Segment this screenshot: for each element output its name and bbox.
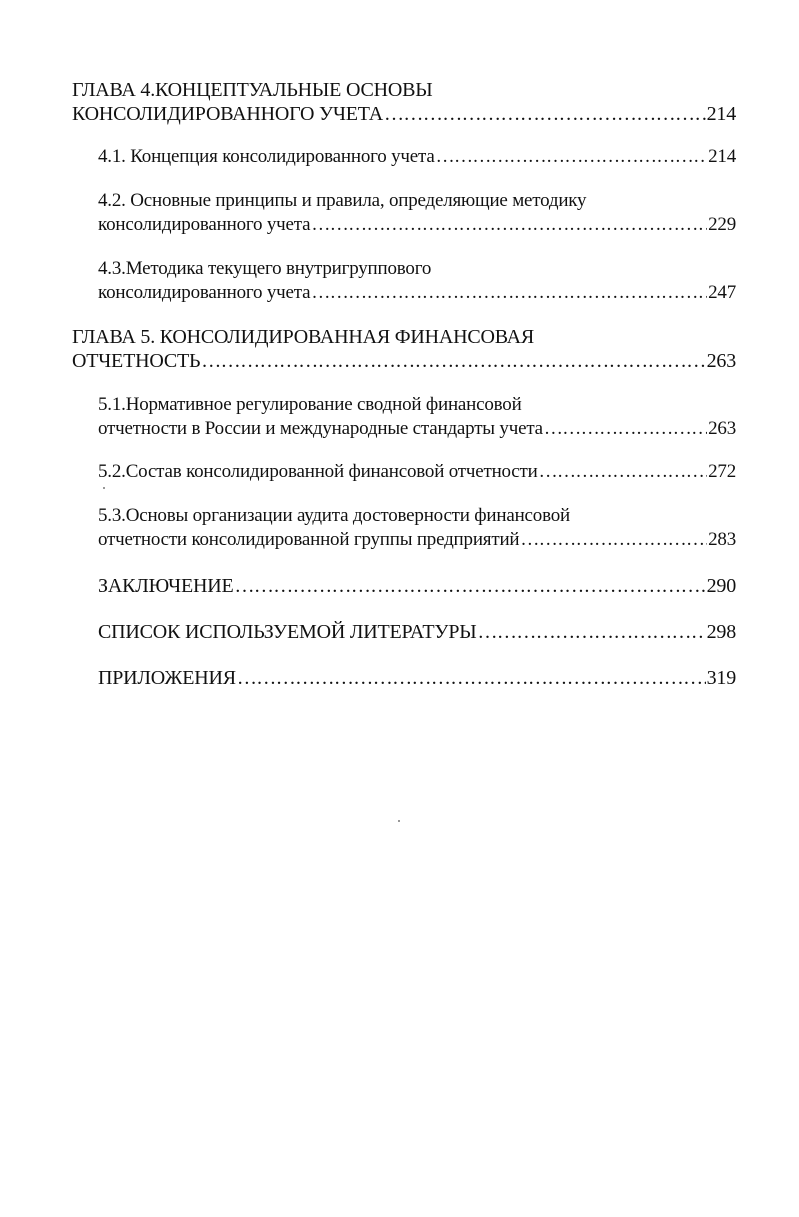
toc-section-title: 4.3.Методика текущего внутригруппового — [98, 258, 432, 279]
toc-page-number: 247 — [708, 282, 736, 303]
toc-page-number: 214 — [708, 146, 736, 167]
toc-line — [72, 78, 736, 102]
toc-line — [98, 257, 736, 281]
table-of-contents — [72, 78, 736, 690]
toc-line — [98, 189, 736, 213]
toc-section-title: 5.2.Состав консолидированной финансовой отчетности — [98, 461, 538, 482]
toc-line — [98, 393, 736, 417]
toc-chapter-title: ГЛАВА 4.КОНЦЕПТУАЛЬНЫЕ ОСНОВЫ — [72, 79, 433, 101]
toc-line — [72, 102, 736, 126]
toc-line — [98, 574, 736, 598]
dot-leader — [478, 620, 706, 644]
toc-entry-appendices[interactable] — [98, 666, 736, 690]
toc-back-title: ЗАКЛЮЧЕНИЕ — [98, 575, 234, 597]
toc-page-number: 263 — [706, 350, 736, 372]
toc-section-title-cont: консолидированного учета — [98, 282, 311, 303]
scan-speck — [103, 487, 105, 489]
dot-leader — [201, 349, 705, 373]
toc-section-title-cont: отчетности в России и международные стандарты учета — [98, 418, 543, 439]
scan-speck — [398, 820, 400, 822]
dot-leader — [539, 460, 707, 484]
toc-page-number: 290 — [706, 575, 736, 597]
toc-entry-section-4-2[interactable] — [98, 189, 736, 237]
toc-entry-chapter-5[interactable] — [72, 325, 736, 373]
toc-entry-chapter-4[interactable] — [72, 78, 736, 126]
dot-leader — [520, 528, 707, 552]
toc-line — [98, 145, 736, 169]
toc-line — [72, 325, 736, 349]
toc-line — [98, 504, 736, 528]
toc-line — [98, 213, 736, 237]
toc-section-title-cont: отчетности консолидированной группы предприятий — [98, 529, 520, 550]
dot-leader — [311, 213, 707, 237]
toc-back-title: СПИСОК ИСПОЛЬЗУЕМОЙ ЛИТЕРАТУРЫ — [98, 621, 477, 643]
toc-line — [98, 528, 736, 552]
toc-entry-section-5-1[interactable] — [98, 393, 736, 441]
toc-section-title: 4.2. Основные принципы и правила, определяющие методику — [98, 190, 587, 211]
toc-section-title: 5.3.Основы организации аудита достоверности финансовой — [98, 505, 570, 526]
dot-leader — [237, 666, 706, 690]
dot-leader — [384, 102, 706, 126]
toc-page-number: 283 — [708, 529, 736, 550]
toc-page-number: 263 — [708, 418, 736, 439]
toc-back-title: ПРИЛОЖЕНИЯ — [98, 667, 236, 689]
toc-chapter-title-cont: КОНСОЛИДИРОВАННОГО УЧЕТА — [72, 103, 384, 125]
toc-page-number: 272 — [708, 461, 736, 482]
toc-page-number: 229 — [708, 214, 736, 235]
toc-section-title: 5.1.Нормативное регулирование сводной финансовой — [98, 394, 522, 415]
toc-line — [72, 349, 736, 373]
toc-page-number: 214 — [706, 103, 736, 125]
toc-line — [98, 417, 736, 441]
toc-line — [98, 666, 736, 690]
toc-section-title-cont: консолидированного учета — [98, 214, 311, 235]
toc-section-title: 4.1. Концепция консолидированного учета — [98, 146, 435, 167]
toc-line — [98, 460, 736, 484]
toc-line — [98, 281, 736, 305]
toc-page-number: 298 — [706, 621, 736, 643]
toc-entry-conclusion[interactable] — [98, 574, 736, 598]
toc-entry-section-5-2[interactable] — [98, 460, 736, 484]
dot-leader — [234, 574, 705, 598]
toc-entry-section-5-3[interactable] — [98, 504, 736, 552]
toc-entry-references[interactable] — [98, 620, 736, 644]
dot-leader — [544, 417, 707, 441]
toc-chapter-title-cont: ОТЧЕТНОСТЬ — [72, 350, 201, 372]
toc-page-number: 319 — [706, 667, 736, 689]
dot-leader — [311, 281, 707, 305]
toc-entry-section-4-1[interactable] — [98, 145, 736, 169]
dot-leader — [436, 145, 708, 169]
toc-line — [98, 620, 736, 644]
toc-chapter-title: ГЛАВА 5. КОНСОЛИДИРОВАННАЯ ФИНАНСОВАЯ — [72, 326, 535, 348]
toc-entry-section-4-3[interactable] — [98, 257, 736, 305]
